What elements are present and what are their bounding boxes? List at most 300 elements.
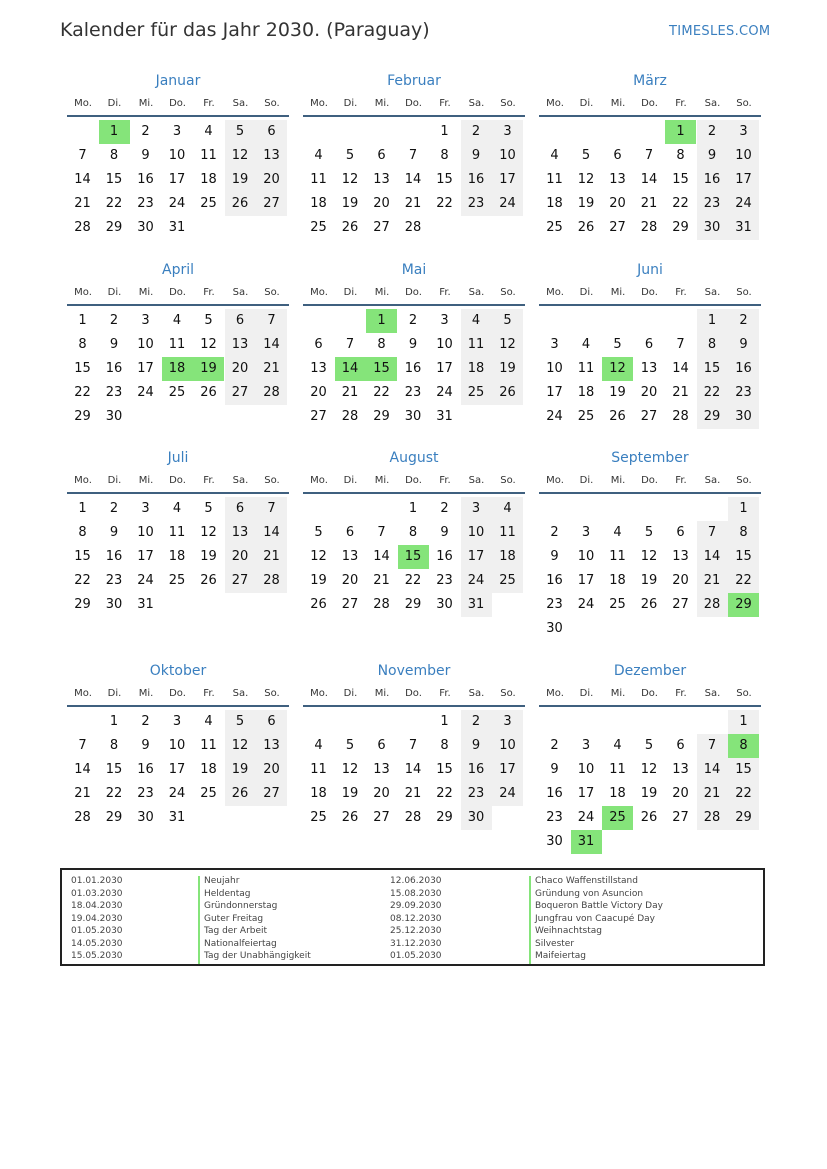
weekday-header: So.	[264, 287, 280, 298]
weekday-header: So.	[736, 98, 752, 109]
weekday-header: Fr.	[675, 98, 687, 109]
weekday-header: Mo.	[310, 287, 328, 298]
calendar-day: 6	[256, 120, 287, 144]
calendar-day: 10	[577, 549, 595, 564]
calendar-day: 20	[672, 573, 689, 588]
calendar-day: 24	[436, 385, 453, 400]
calendar-day: 24	[577, 597, 595, 612]
calendar-day: 24	[546, 409, 563, 424]
calendar-day: 15	[672, 172, 689, 187]
calendar-day: 31	[436, 409, 453, 424]
calendar-day: 11	[168, 337, 186, 352]
weekday-header: Di.	[107, 475, 122, 486]
calendar-day: 11	[577, 361, 595, 376]
weekday-header: Fr.	[675, 475, 687, 486]
weekday-header: Sa.	[704, 688, 721, 699]
calendar-day: 6	[345, 525, 355, 540]
calendar-day: 24	[137, 573, 154, 588]
calendar-day: 9	[141, 738, 150, 753]
calendar-day: 1	[109, 714, 119, 729]
holiday-day: 25	[602, 806, 633, 830]
calendar-day: 19	[577, 196, 595, 211]
holiday-day: 1	[366, 309, 397, 333]
calendar-day: 16	[546, 786, 563, 801]
calendar-day: 21	[697, 782, 728, 806]
calendar-day: 16	[137, 762, 154, 777]
calendar-day: 3	[550, 337, 559, 352]
calendar-day: 6	[613, 148, 622, 163]
calendar-day: 29	[74, 597, 91, 612]
month-divider	[303, 492, 525, 494]
month-divider	[67, 492, 289, 494]
weekday-header: Di.	[579, 475, 594, 486]
calendar-day: 13	[672, 762, 689, 777]
calendar-day: 27	[672, 597, 689, 612]
calendar-day: 27	[640, 409, 658, 424]
calendar-day: 17	[137, 361, 154, 376]
calendar-day: 4	[204, 714, 213, 729]
calendar-day: 18	[200, 172, 217, 187]
calendar-day: 21	[341, 385, 359, 400]
calendar-day: 8	[697, 333, 728, 357]
calendar-day: 14	[74, 172, 91, 187]
weekday-header: Mo.	[310, 475, 328, 486]
calendar-day: 11	[200, 738, 217, 753]
calendar-day: 7	[345, 337, 355, 352]
calendar-day: 11	[492, 521, 523, 545]
weekday-header: Do.	[641, 475, 658, 486]
legend-dates-left	[71, 876, 123, 964]
calendar-day: 4	[550, 148, 559, 163]
calendar-day: 18	[310, 196, 327, 211]
calendar-day: 17	[168, 172, 186, 187]
calendar-day: 17	[577, 573, 595, 588]
calendar-day: 13	[672, 549, 689, 564]
weekday-header: Sa.	[704, 475, 721, 486]
calendar-day: 23	[137, 786, 154, 801]
month-divider	[303, 705, 525, 707]
calendar-day: 26	[341, 220, 359, 235]
calendar-day: 13	[640, 361, 658, 376]
month-name: September	[611, 450, 689, 466]
calendar-day: 2	[408, 313, 418, 328]
legend-holiday-name: Silvester	[535, 938, 575, 949]
calendar-day: 28	[404, 810, 422, 825]
holiday-day: 29	[728, 593, 759, 617]
calendar-day: 13	[373, 172, 390, 187]
calendar-day: 20	[256, 168, 287, 192]
calendar-day: 15	[728, 758, 759, 782]
calendar-day: 28	[697, 806, 728, 830]
month-divider	[303, 304, 525, 306]
holiday-legend	[60, 868, 765, 966]
calendar-day: 7	[644, 148, 654, 163]
weekday-header: Fr.	[203, 688, 215, 699]
calendar-day: 8	[377, 337, 386, 352]
calendar-day: 6	[676, 738, 685, 753]
calendar-day: 23	[137, 196, 154, 211]
calendar-day: 12	[640, 549, 658, 564]
legend-date: 01.01.2030	[71, 876, 123, 886]
calendar-day: 5	[225, 710, 256, 734]
calendar-day: 16	[436, 549, 453, 564]
weekday-header: Sa.	[232, 475, 249, 486]
calendar-day: 27	[225, 381, 256, 405]
calendar-day: 25	[461, 381, 492, 405]
calendar-day: 31	[168, 810, 186, 825]
calendar-day: 16	[546, 573, 563, 588]
calendar-day: 26	[640, 810, 658, 825]
calendar-day: 27	[225, 569, 256, 593]
calendar-day: 10	[546, 361, 563, 376]
weekday-header: Fr.	[203, 98, 215, 109]
calendar-day: 4	[492, 497, 523, 521]
calendar-day: 21	[373, 573, 390, 588]
calendar-day: 20	[310, 385, 327, 400]
calendar-day: 24	[728, 192, 759, 216]
calendar-day: 11	[461, 333, 492, 357]
calendar-day: 14	[404, 762, 422, 777]
calendar-day: 3	[461, 497, 492, 521]
page-title: Kalender für das Jahr 2030. (Paraguay)	[60, 19, 430, 41]
weekday-header: Mi.	[374, 98, 390, 109]
calendar-day: 30	[137, 810, 154, 825]
calendar-day: 12	[200, 337, 217, 352]
calendar-day: 2	[697, 120, 728, 144]
calendar-day: 17	[546, 385, 563, 400]
calendar-day: 7	[256, 497, 287, 521]
calendar-day: 22	[728, 782, 759, 806]
calendar-day: 8	[408, 525, 418, 540]
calendar-day: 8	[440, 148, 449, 163]
weekday-header: Mo.	[74, 287, 92, 298]
calendar-day: 26	[609, 409, 626, 424]
calendar-day: 21	[256, 545, 287, 569]
calendar-day: 25	[168, 573, 186, 588]
holiday-day: 14	[335, 357, 366, 381]
calendar-day: 29	[672, 220, 689, 235]
calendar-day: 2	[141, 714, 150, 729]
calendar-day: 27	[373, 220, 390, 235]
holiday-day: 15	[366, 357, 397, 381]
legend-date: 31.12.2030	[390, 938, 442, 949]
calendar-day: 11	[546, 172, 563, 187]
calendar-day: 29	[728, 806, 759, 830]
weekday-header: Sa.	[468, 98, 485, 109]
calendar-day: 12	[200, 525, 217, 540]
calendar-day: 8	[78, 337, 87, 352]
calendar-day: 16	[105, 361, 123, 376]
month-name: Dezember	[613, 663, 687, 679]
calendar-day: 28	[373, 597, 390, 612]
calendar-day: 13	[341, 549, 359, 564]
calendar-day: 2	[440, 501, 449, 516]
calendar-day: 18	[310, 786, 327, 801]
calendar-day: 9	[109, 337, 119, 352]
weekday-header: Sa.	[232, 287, 249, 298]
calendar-day: 15	[74, 549, 91, 564]
calendar-day: 26	[225, 782, 256, 806]
calendar-day: 28	[256, 381, 287, 405]
calendar-day: 30	[697, 216, 728, 240]
calendar-day: 24	[492, 192, 523, 216]
calendar-day: 30	[728, 405, 759, 429]
calendar-day: 23	[546, 597, 563, 612]
holiday-day: 1	[665, 120, 696, 144]
calendar-day: 7	[377, 525, 386, 540]
calendar-day: 25	[492, 569, 523, 593]
legend-holiday-name: Jungfrau von Caacupé Day	[535, 913, 655, 924]
calendar-day: 18	[200, 762, 217, 777]
calendar-day: 3	[141, 501, 150, 516]
month-divider	[539, 304, 761, 306]
calendar-day: 14	[640, 172, 658, 187]
calendar-day: 18	[168, 549, 186, 564]
calendar-day: 5	[644, 525, 654, 540]
weekday-header: Mo.	[546, 287, 564, 298]
weekday-header: Mi.	[374, 287, 390, 298]
calendar-day: 8	[78, 525, 87, 540]
calendar-day: 7	[78, 148, 87, 163]
weekday-header: Mo.	[546, 475, 564, 486]
calendar-day: 2	[109, 313, 119, 328]
weekday-header: Mo.	[310, 98, 328, 109]
calendar-day: 13	[225, 521, 256, 545]
calendar-day: 22	[436, 196, 453, 211]
weekday-header: Sa.	[468, 688, 485, 699]
calendar-day: 1	[440, 124, 449, 139]
weekday-header: So.	[736, 475, 752, 486]
calendar-day: 9	[461, 144, 492, 168]
calendar-day: 23	[461, 192, 492, 216]
calendar-day: 27	[672, 810, 689, 825]
calendar-day: 28	[74, 220, 91, 235]
legend-date: 19.04.2030	[71, 913, 123, 924]
calendar-day: 23	[546, 810, 563, 825]
weekday-header: Mi.	[138, 688, 154, 699]
calendar-day: 24	[137, 385, 154, 400]
calendar-day: 10	[461, 521, 492, 545]
calendar-day: 9	[440, 525, 449, 540]
calendar-day: 5	[225, 120, 256, 144]
calendar-day: 19	[341, 196, 359, 211]
calendar-day: 17	[492, 758, 523, 782]
calendar-day: 13	[373, 762, 390, 777]
weekday-header: Do.	[405, 475, 422, 486]
month-name: März	[633, 73, 667, 89]
legend-holiday-name: Gründonnerstag	[204, 901, 278, 911]
calendar-day: 23	[436, 573, 453, 588]
calendar-day: 20	[672, 786, 689, 801]
calendar-day: 6	[644, 337, 654, 352]
month-name: November	[377, 663, 451, 679]
calendar-day: 30	[404, 409, 422, 424]
legend-date: 01.05.2030	[71, 926, 123, 936]
calendar-day: 7	[408, 738, 418, 753]
legend-holiday-name: Guter Freitag	[204, 913, 264, 924]
calendar-day: 29	[373, 409, 390, 424]
calendar-day: 13	[609, 172, 626, 187]
calendar-day: 6	[676, 525, 685, 540]
calendar-day: 17	[577, 786, 595, 801]
weekday-header: Mi.	[138, 98, 154, 109]
calendar-day: 3	[728, 120, 759, 144]
weekday-header: Mo.	[74, 98, 92, 109]
calendar-day: 31	[168, 220, 186, 235]
legend-date: 25.12.2030	[390, 926, 442, 936]
calendar-day: 22	[74, 573, 91, 588]
weekday-header: So.	[736, 287, 752, 298]
calendar-day: 8	[109, 148, 119, 163]
calendar-day: 16	[728, 357, 759, 381]
calendar-day: 15	[105, 172, 123, 187]
weekday-header: Sa.	[468, 475, 485, 486]
weekday-header: Do.	[641, 688, 658, 699]
weekday-header: Do.	[169, 287, 186, 298]
legend-date: 15.05.2030	[71, 951, 123, 961]
calendar-day: 12	[225, 144, 256, 168]
month-divider	[539, 115, 761, 117]
weekday-header: So.	[736, 688, 752, 699]
calendar-day: 1	[78, 501, 87, 516]
calendar-day: 11	[168, 525, 186, 540]
weekday-header: Mi.	[610, 98, 626, 109]
calendar-day: 20	[373, 196, 390, 211]
calendar-day: 29	[105, 810, 123, 825]
calendar-day: 22	[74, 385, 91, 400]
calendar-day: 6	[377, 148, 386, 163]
calendar-day: 18	[609, 573, 626, 588]
calendar-day: 26	[492, 381, 523, 405]
weekday-header: Do.	[169, 475, 186, 486]
calendar-day: 10	[436, 337, 453, 352]
site-link[interactable]: TIMESLES.COM	[669, 24, 771, 39]
calendar-day: 5	[314, 525, 323, 540]
calendar-day: 9	[550, 762, 559, 777]
calendar-day: 20	[256, 758, 287, 782]
calendar-day: 12	[341, 172, 359, 187]
weekday-header: So.	[264, 98, 280, 109]
calendar-day: 23	[105, 385, 123, 400]
calendar-day: 7	[256, 309, 287, 333]
calendar-day: 18	[546, 196, 563, 211]
calendar-day: 19	[310, 573, 327, 588]
calendar-day: 26	[200, 385, 217, 400]
calendar-day: 4	[314, 738, 323, 753]
calendar-day: 12	[225, 734, 256, 758]
calendar-day: 22	[105, 196, 123, 211]
month-divider	[539, 705, 761, 707]
calendar-day: 5	[644, 738, 654, 753]
calendar-day: 29	[105, 220, 123, 235]
calendar-day: 23	[404, 385, 422, 400]
calendar-day: 29	[436, 810, 453, 825]
calendar-day: 3	[581, 738, 591, 753]
calendar-day: 28	[640, 220, 658, 235]
calendar-day: 18	[609, 786, 626, 801]
legend-holiday-name: Weihnachtstag	[535, 926, 602, 936]
calendar-day: 1	[728, 710, 759, 734]
calendar-day: 21	[74, 196, 91, 211]
weekday-header: Di.	[107, 98, 122, 109]
weekday-header: Mi.	[374, 688, 390, 699]
calendar-day: 23	[105, 573, 123, 588]
weekday-header: Mo.	[310, 688, 328, 699]
calendar-day: 28	[74, 810, 91, 825]
calendar-day: 9	[408, 337, 418, 352]
calendar-day: 30	[105, 597, 123, 612]
calendar-day: 13	[225, 333, 256, 357]
calendar-day: 24	[492, 782, 523, 806]
calendar-day: 18	[492, 545, 523, 569]
calendar-day: 21	[74, 786, 91, 801]
legend-holiday-name: Tag der Unabhängigkeit	[204, 951, 311, 961]
calendar-day: 16	[461, 168, 492, 192]
calendar-day: 10	[137, 525, 154, 540]
calendar-day: 22	[672, 196, 689, 211]
calendar-day: 3	[492, 120, 523, 144]
month-divider	[67, 304, 289, 306]
calendar-day: 5	[204, 313, 213, 328]
calendar-day: 13	[256, 734, 287, 758]
calendar-day: 30	[546, 621, 563, 636]
calendar-day: 26	[577, 220, 595, 235]
calendar-day: 2	[550, 525, 559, 540]
calendar-day: 21	[640, 196, 658, 211]
weekday-header: Sa.	[468, 287, 485, 298]
calendar-day: 12	[310, 549, 327, 564]
calendar-day: 22	[373, 385, 390, 400]
calendar-day: 14	[74, 762, 91, 777]
calendar-day: 2	[109, 501, 119, 516]
weekday-header: So.	[264, 475, 280, 486]
calendar-day: 27	[373, 810, 390, 825]
calendar-day: 26	[640, 597, 658, 612]
calendar-day: 6	[256, 710, 287, 734]
month-divider	[67, 115, 289, 117]
calendar-day: 20	[225, 357, 256, 381]
calendar-day: 17	[436, 361, 453, 376]
calendar-day: 23	[461, 782, 492, 806]
calendar-day: 4	[581, 337, 591, 352]
legend-date: 08.12.2030	[390, 913, 442, 924]
calendar-day: 30	[461, 806, 492, 830]
calendar-day: 19	[341, 786, 359, 801]
calendar-day: 14	[256, 521, 287, 545]
weekday-header: Sa.	[704, 287, 721, 298]
calendar-day: 14	[373, 549, 390, 564]
calendar-day: 26	[200, 573, 217, 588]
calendar-day: 9	[109, 525, 119, 540]
calendar-day: 25	[609, 597, 626, 612]
calendar-day: 2	[728, 309, 759, 333]
holiday-day: 15	[398, 545, 429, 569]
legend-date: 01.03.2030	[71, 888, 123, 899]
weekday-header: So.	[264, 688, 280, 699]
calendar-day: 31	[461, 593, 492, 617]
weekday-header: Di.	[343, 287, 358, 298]
calendar-day: 2	[141, 124, 150, 139]
calendar-day: 12	[341, 762, 359, 777]
calendar-day: 16	[461, 758, 492, 782]
calendar-day: 23	[728, 381, 759, 405]
legend-holiday-name: Heldentag	[204, 888, 251, 899]
calendar-day: 11	[310, 762, 327, 777]
calendar-day: 22	[404, 573, 422, 588]
legend-date: 01.05.2030	[390, 951, 442, 961]
month-name: Mai	[401, 262, 427, 278]
calendar-day: 20	[609, 196, 626, 211]
